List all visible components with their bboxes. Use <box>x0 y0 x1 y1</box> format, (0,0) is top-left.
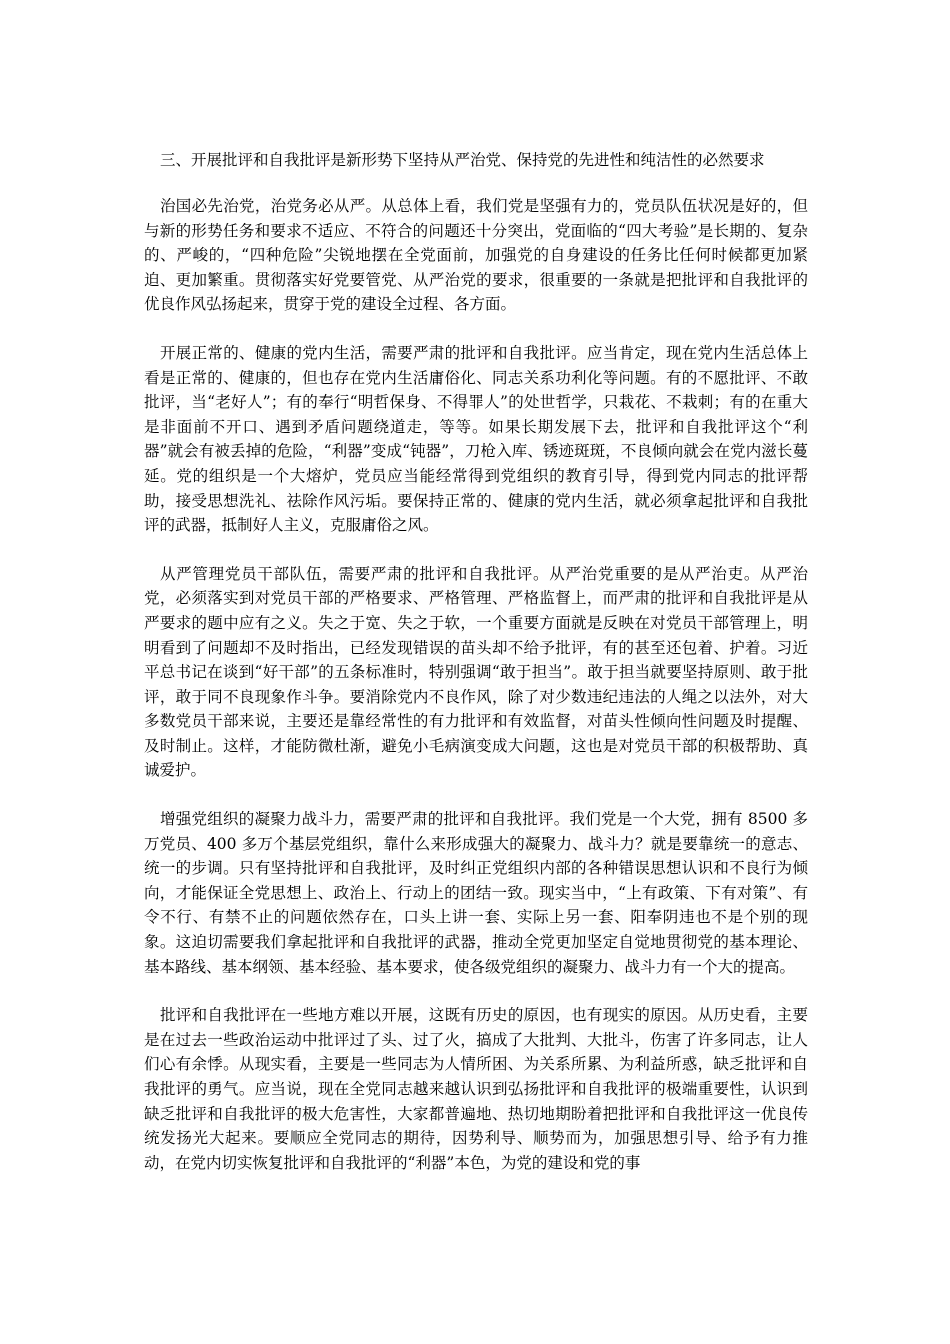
document-page <box>144 148 808 1199</box>
paragraph-3: 从严管理党员干部队伍，需要严肃的批评和自我批评。从严治党重要的是从严治吏。从严治党，必须落实到对党员干部的严格要求、严格管理、严格监督上，而严肃的批评和自我批评是从严要求的题中应有之义。失之于宽、失之于软，一个重要方面就是反映在对党员干部管理上，明明看到了问题却不及时指出，已经发现错误的苗头却不给予批评，有的甚至还包着、护着。习近平总书记在谈到“好干部”的五条标准时，特别强调“敢于担当”。敢于担当就要坚持原则、敢于批评，敢于同不良现象作斗争。要消除党内不良作风，除了对少数违纪违法的人绳之以法外，对大多数党员干部来说，主要还是靠经常性的有力批评和有效监督，对苗头性倾向性问题及时提醒、及时制止。这样，才能防微杜渐，避免小毛病演变成大问题，这也是对党员干部的积极帮助、真诚爱护。 <box>144 564 808 780</box>
paragraph-2: 开展正常的、健康的党内生活，需要严肃的批评和自我批评。应当肯定，现在党内生活总体上看是正常的、健康的，但也存在党内生活庸俗化、同志关系功利化等问题。有的不愿批评、不敢批评，当“老好人”；有的奉行“明哲保身、不得罪人”的处世哲学，只栽花、不栽刺；有的在重大是非面前不开口、遇到矛盾问题绕道走，等等。如果长期发展下去，批评和自我批评这个“利器”就会有被丢掉的危险，“利器”变成“钝器”，刀枪入库、锈迹斑斑，不良倾向就会在党内滋长蔓延。党的组织是一个大熔炉，党员应当能经常得到党组织的教育引导，得到党内同志的批评帮助，接受思想洗礼、祛除作风污垢。要保持正常的、健康的党内生活，就必须拿起批评和自我批评的武器，抵制好人主义，克服庸俗之风。 <box>144 343 808 535</box>
section-heading: 三、开展批评和自我批评是新形势下坚持从严治党、保持党的先进性和纯洁性的必然要求 <box>160 151 765 169</box>
paragraph-5: 批评和自我批评在一些地方难以开展，这既有历史的原因，也有现实的原因。从历史看，主要是在过去一些政治运动中批评过了头、过了火，搞成了大批判、大批斗，伤害了许多同志，让人们心有余悸。从现实看，主要是一些同志为人情所困、为关系所累、为利益所惑，缺乏批评和自我批评的勇气。应当说，现在全党同志越来越认识到弘扬批评和自我批评的极端重要性，认识到缺乏批评和自我批评的极大危害性，大家都普遍地、热切地期盼着把批评和自我批评这一优良传统发扬光大起来。要顺应全党同志的期待，因势利导、顺势而为，加强思想引导、给予有力推动，在党内切实恢复批评和自我批评的“利器”本色，为党的建设和党的事 <box>144 1006 808 1172</box>
paragraph-1: 治国必先治党，治党务必从严。从总体上看，我们党是坚强有力的，党员队伍状况是好的，但与新的形势任务和要求不适应、不符合的问题还十分突出，党面临的“四大考验”是长期的、复杂的、严峻的，“四种危险”尖锐地摆在全党面前，加强党的自身建设的任务比任何时候都更加紧迫、更加繁重。贯彻落实好党要管党、从严治党的要求，很重要的一条就是把批评和自我批评的优良作风弘扬起来，贯穿于党的建设全过程、各方面。 <box>144 197 808 314</box>
paragraph-4: 增强党组织的凝聚力战斗力，需要严肃的批评和自我批评。我们党是一个大党，拥有 8500 多万党员、400 多万个基层党组织，靠什么来形成强大的凝聚力、战斗力？就是要靠统一的意志、统一的步调。只有坚持批评和自我批评，及时纠正党组织内部的各种错误思想认识和不良行为倾向，才能保证全党思想上、政治上、行动上的团结一致。现实当中，“上有政策、下有对策”、有令不行、有禁不止的问题依然存在，口头上讲一套、实际上另一套、阳奉阴违也不是个别的现象。这迫切需要我们拿起批评和自我批评的武器，推动全党更加坚定自觉地贯彻党的基本理论、基本路线、基本纲领、基本经验、基本要求，使各级党组织的凝聚力、战斗力有一个大的提高。 <box>144 810 808 976</box>
